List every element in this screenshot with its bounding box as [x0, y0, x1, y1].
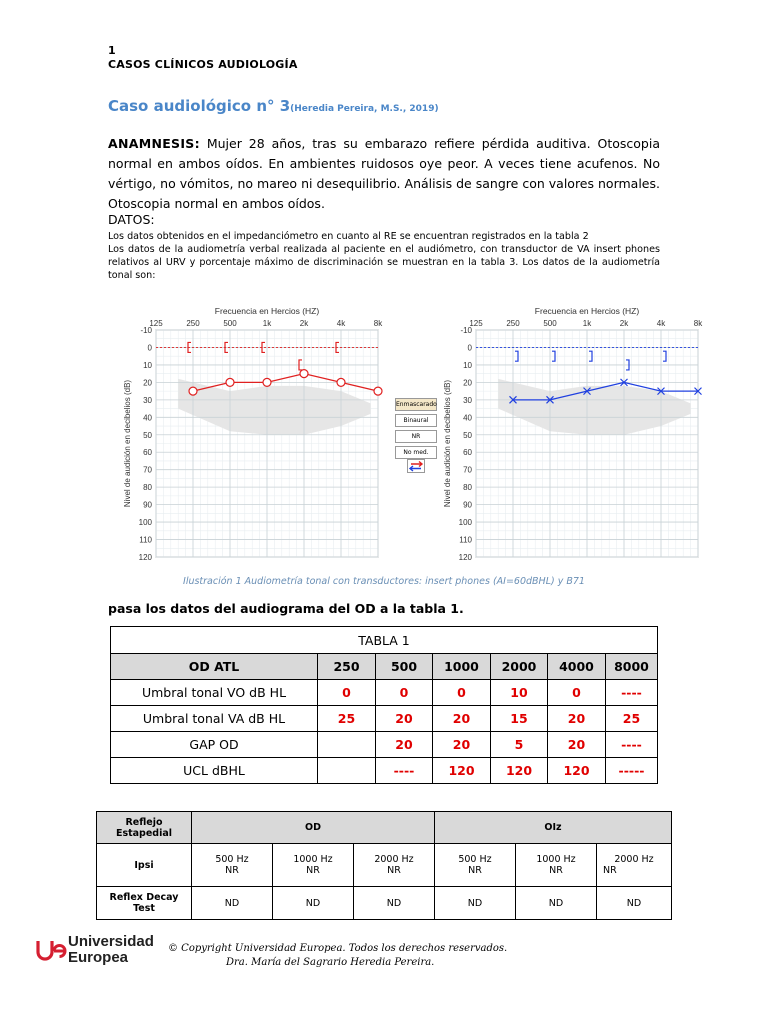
cell-freq: 2000 Hz: [614, 854, 654, 865]
row-label: Umbral tonal VO dB HL: [111, 680, 318, 706]
case-title-text: Caso audiológico n° 3: [108, 97, 291, 115]
table-1-header-cell: 2000: [491, 654, 548, 680]
table-cell: 20: [433, 732, 491, 758]
cell-value: NR: [306, 865, 320, 876]
table-2-header-row: [97, 812, 672, 844]
row-label: GAP OD: [111, 732, 318, 758]
frequency-tick-label: 4k: [336, 319, 346, 328]
table-cell: 20: [548, 706, 606, 732]
db-tick-label: 10: [463, 360, 472, 370]
case-title: [108, 97, 439, 115]
db-axis-label: Nivel de audición en decibelios (dB): [123, 379, 132, 508]
frequency-tick-label: 250: [186, 319, 200, 328]
datos-line: Los datos obtenidos en el impedanciómetro en cuanto al RE se encuentran registrados en la tabla 2: [108, 231, 589, 242]
frequency-tick-label: 125: [149, 319, 163, 328]
left-ear-audiogram: [443, 306, 703, 562]
page-number: 1: [108, 44, 116, 57]
db-tick-label: 80: [143, 483, 152, 493]
table-cell: [597, 844, 672, 887]
db-tick-label: 100: [458, 518, 472, 528]
db-tick-label: 90: [463, 500, 472, 510]
row-label: Umbral tonal VA dB HL: [111, 706, 318, 732]
table-cell: ND: [597, 887, 672, 920]
db-tick-label: 80: [463, 483, 472, 493]
table-cell: 20: [548, 732, 606, 758]
copyright-line: © Copyright Universidad Europea. Todos los derechos reservados.: [168, 943, 508, 954]
table-1-header-cell: 4000: [548, 654, 606, 680]
frequency-tick-label: 500: [223, 319, 237, 328]
row-label: Ipsi: [97, 844, 192, 887]
right-ear-audiogram: [123, 306, 383, 562]
db-tick-label: -10: [460, 326, 472, 335]
case-citation: (Heredia Pereira, M.S., 2019): [290, 104, 439, 114]
table-cell: ----: [376, 758, 433, 784]
frequency-tick-label: 250: [506, 319, 520, 328]
db-tick-label: 20: [463, 378, 472, 388]
anamnesis-paragraph: [108, 134, 660, 214]
table-cell: ND: [192, 887, 273, 920]
legend-button-nr[interactable]: NR: [395, 430, 437, 443]
table-1-header-cell: OD ATL: [111, 654, 318, 680]
table-cell: 0: [318, 680, 376, 706]
table-cell: 0: [376, 680, 433, 706]
table-2-stapedial-reflex: [96, 811, 672, 920]
table-cell: 20: [376, 706, 433, 732]
table-1: [110, 626, 658, 784]
table-cell: 10: [491, 680, 548, 706]
table-cell: ND: [435, 887, 516, 920]
table-1-header-cell: 500: [376, 654, 433, 680]
frequency-tick-label: 1k: [262, 319, 272, 328]
table-1-header-row: [111, 654, 658, 680]
table-1-header-cell: 250: [318, 654, 376, 680]
table-cell: 15: [491, 706, 548, 732]
table-cell: 120: [491, 758, 548, 784]
cell-freq: 500 Hz: [458, 854, 492, 865]
datos-heading: DATOS:: [108, 212, 155, 227]
instruction-text: pasa los datos del audiograma del OD a la tabla 1.: [108, 601, 464, 616]
audiogram-figure: [120, 303, 710, 575]
cell-freq: 1000 Hz: [536, 854, 576, 865]
table-2-col1-header: Reflejo Estapedial: [97, 812, 192, 844]
legend-button-not-measured[interactable]: No med.: [395, 446, 437, 459]
table-row: [97, 887, 672, 920]
db-tick-label: 10: [143, 360, 152, 370]
ue-logo-mark: [36, 932, 160, 966]
table-cell: ----: [606, 732, 658, 758]
db-tick-label: 0: [467, 343, 472, 353]
swap-ears-icon[interactable]: [407, 459, 425, 473]
db-tick-label: 90: [143, 500, 152, 510]
table-row: [97, 844, 672, 887]
table-row: [111, 732, 658, 758]
table-cell: 120: [548, 758, 606, 784]
table-cell: [318, 758, 376, 784]
cell-value: NR: [603, 865, 617, 876]
db-axis-label: Nivel de audición en decibelios (dB): [443, 379, 452, 508]
db-tick-label: 100: [138, 518, 152, 528]
table-cell: ND: [273, 887, 354, 920]
legend-button-binaural[interactable]: Binaural: [395, 414, 437, 427]
anamnesis-label: ANAMNESIS:: [108, 136, 200, 151]
anamnesis-text: Mujer 28 años, tras su embarazo refiere pérdida auditiva. Otoscopia normal en ambos oídos. En ambientes ruidosos oye peor. A veces tiene acufenos. No vértigo, no vómitos, no mareo ni desequilibrio. Análisis de sangre con valores normales. Otoscopia normal en ambos oídos.: [108, 136, 660, 211]
db-tick-label: 50: [143, 430, 152, 440]
row-label: Reflex Decay Test: [97, 887, 192, 920]
table-1-header-cell: 1000: [433, 654, 491, 680]
table-cell: 25: [318, 706, 376, 732]
figure-caption: Ilustración 1 Audiometría tonal con transductores: insert phones (AI=60dBHL) y B71: [183, 576, 585, 587]
frequency-tick-label: 2k: [619, 319, 629, 328]
datos-paragraph: [108, 230, 660, 282]
table-row: [111, 680, 658, 706]
logo-text-line2: Europea: [68, 949, 129, 966]
cell-value: NR: [387, 865, 401, 876]
frequency-tick-label: 125: [469, 319, 483, 328]
air-conduction-marker: [226, 378, 234, 386]
table-1-caption: TABLA 1: [111, 627, 658, 654]
frequency-tick-label: 8k: [693, 319, 703, 328]
db-tick-label: 110: [139, 535, 152, 545]
table-cell: [354, 844, 435, 887]
db-tick-label: 70: [143, 465, 152, 475]
table-cell: [516, 844, 597, 887]
datos-line: Los datos de la audiometría verbal realizada al paciente en el audiómetro, con transductor de VA insert phones relativos al URV y porcentaje máximo de discriminación se muestran en la tabla 3. Los datos de la audiometría tonal son:: [108, 244, 660, 281]
air-conduction-marker: [263, 378, 271, 386]
db-tick-label: 30: [463, 395, 472, 405]
db-tick-label: 60: [463, 448, 472, 458]
cell-freq: 500 Hz: [215, 854, 249, 865]
db-tick-label: 20: [143, 378, 152, 388]
table-cell: -----: [606, 758, 658, 784]
cell-freq: 1000 Hz: [293, 854, 333, 865]
author-line: Dra. María del Sagrario Heredia Pereira.: [226, 957, 435, 968]
logo-text-line1: Universidad: [68, 933, 154, 950]
table-2-od-header: OD: [192, 812, 435, 844]
frequency-axis-label: Frecuencia en Hercios (HZ): [214, 306, 320, 316]
table-cell: [273, 844, 354, 887]
frequency-tick-label: 8k: [373, 319, 383, 328]
db-tick-label: 110: [459, 535, 472, 545]
table-2-oi-header: OIz: [435, 812, 672, 844]
table-cell: 0: [548, 680, 606, 706]
db-tick-label: -10: [140, 326, 152, 335]
air-conduction-marker: [337, 378, 345, 386]
table-cell: 0: [433, 680, 491, 706]
row-label: UCL dBHL: [111, 758, 318, 784]
table-row: [111, 758, 658, 784]
frequency-tick-label: 4k: [656, 319, 666, 328]
table-cell: ND: [354, 887, 435, 920]
frequency-tick-label: 500: [543, 319, 557, 328]
frequency-axis-label: Frecuencia en Hercios (HZ): [534, 306, 640, 316]
db-tick-label: 70: [463, 465, 472, 475]
db-tick-label: 120: [138, 553, 152, 562]
db-tick-label: 50: [463, 430, 472, 440]
table-cell: [318, 732, 376, 758]
db-tick-label: 40: [463, 413, 472, 423]
table-1-header-cell: 8000: [606, 654, 658, 680]
air-conduction-marker: [189, 387, 197, 395]
university-logo: [36, 932, 160, 970]
table-cell: 120: [433, 758, 491, 784]
legend-button-masked[interactable]: Enmascarado: [395, 398, 437, 411]
frequency-tick-label: 2k: [299, 319, 309, 328]
table-cell: 20: [433, 706, 491, 732]
table-row: [111, 706, 658, 732]
air-conduction-marker: [374, 387, 382, 395]
db-tick-label: 0: [147, 343, 152, 353]
table-cell: 25: [606, 706, 658, 732]
table-cell: ----: [606, 680, 658, 706]
cell-value: NR: [468, 865, 482, 876]
table-cell: [192, 844, 273, 887]
copyright-notice: [168, 942, 507, 970]
frequency-tick-label: 1k: [582, 319, 592, 328]
db-tick-label: 60: [143, 448, 152, 458]
air-conduction-marker: [300, 370, 308, 378]
db-tick-label: 30: [143, 395, 152, 405]
document-header: CASOS CLÍNICOS AUDIOLOGÍA: [108, 58, 298, 71]
table-cell: 20: [376, 732, 433, 758]
db-tick-label: 40: [143, 413, 152, 423]
table-cell: ND: [516, 887, 597, 920]
cell-value: NR: [225, 865, 239, 876]
table-cell: [435, 844, 516, 887]
cell-value: NR: [549, 865, 563, 876]
table-cell: 5: [491, 732, 548, 758]
cell-freq: 2000 Hz: [374, 854, 414, 865]
db-tick-label: 120: [458, 553, 472, 562]
